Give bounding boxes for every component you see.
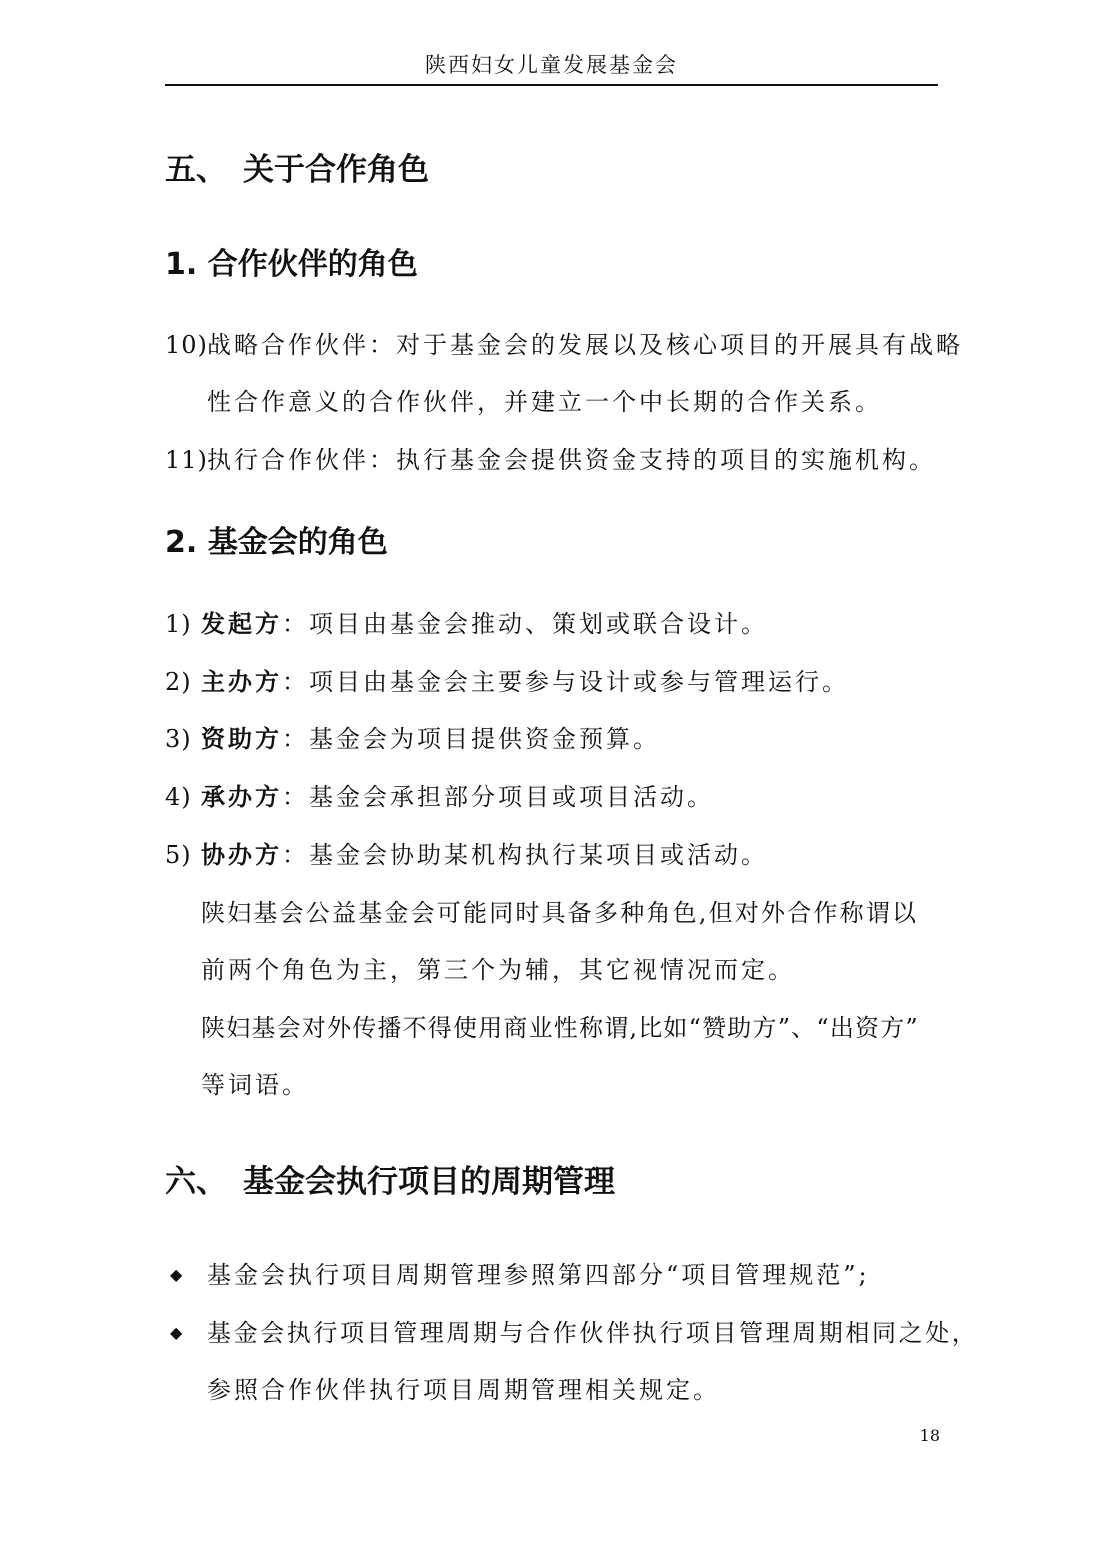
section-5-number: 五、	[165, 152, 227, 188]
role-item-4-text: ：基金会承担部分项目或项目活动。	[282, 783, 714, 811]
bullet-item-2-line1: 基金会执行项目管理周期与合作伙伴执行项目管理周期相同之处，	[207, 1319, 979, 1347]
role-item-2-term: 主办方	[201, 667, 282, 696]
bullet-item-1-line1: 基金会执行项目周期管理参照第四部分“项目管理规范”;	[207, 1261, 870, 1289]
note-line-1: 陕妇基会公益基金会可能同时具备多种角色,但对外合作称谓以	[201, 899, 919, 927]
role-item-2	[201, 665, 849, 699]
section-6-number: 六、	[165, 1164, 227, 1200]
role-item-3-term: 资助方	[201, 724, 282, 753]
header-rule	[165, 84, 938, 86]
section-5-title: 关于合作角色	[243, 152, 429, 188]
bullet-item-2-line2: 参照合作伙伴执行项目周期管理相关规定。	[207, 1376, 720, 1404]
note-line-4: 等词语。	[201, 1071, 309, 1099]
note-line-3: 陕妇基会对外传播不得使用商业性称谓,比如“赞助方”、“出资方”	[201, 1014, 919, 1042]
partner-item-11-line1: 执行合作伙伴：执行基金会提供资金支持的项目的实施机构。	[207, 446, 936, 474]
role-item-1-label: 1)	[165, 610, 192, 638]
role-item-5-label: 5)	[165, 841, 192, 869]
section-5-heading	[165, 150, 429, 190]
role-item-4	[201, 780, 714, 814]
role-item-1-term: 发起方	[201, 609, 282, 638]
page-header: 陕西妇女儿童发展基金会	[425, 53, 678, 77]
subsection-1-heading: 1. 合作伙伴的角色	[165, 247, 418, 282]
role-item-2-label: 2)	[165, 668, 192, 696]
note-line-2: 前两个角色为主，第三个为辅，其它视情况而定。	[201, 956, 795, 984]
role-item-3	[201, 722, 660, 756]
subsection-2-heading: 2. 基金会的角色	[165, 525, 388, 560]
bullet-diamond-icon: ◆	[170, 1323, 183, 1342]
role-item-1	[201, 607, 768, 641]
role-item-3-text: ：基金会为项目提供资金预算。	[282, 725, 660, 753]
role-item-5-term: 协办方	[201, 840, 282, 869]
page-number: 18	[919, 1426, 940, 1445]
section-6-heading	[165, 1162, 615, 1202]
partner-item-10-label: 10)	[165, 331, 208, 359]
role-item-5	[201, 838, 768, 872]
role-item-5-text: ：基金会协助某机构执行某项目或活动。	[282, 841, 768, 869]
role-item-1-text: ：项目由基金会推动、策划或联合设计。	[282, 610, 768, 638]
partner-item-10-line1: 战略合作伙伴：对于基金会的发展以及核心项目的开展具有战略	[207, 331, 963, 359]
partner-item-11-label: 11)	[165, 446, 208, 474]
section-6-title: 基金会执行项目的周期管理	[243, 1164, 615, 1200]
role-item-2-text: ：项目由基金会主要参与设计或参与管理运行。	[282, 668, 849, 696]
partner-item-10-line2: 性合作意义的合作伙伴，并建立一个中长期的合作关系。	[207, 388, 882, 416]
role-item-4-term: 承办方	[201, 782, 282, 811]
role-item-3-label: 3)	[165, 725, 192, 753]
role-item-4-label: 4)	[165, 783, 192, 811]
bullet-diamond-icon: ◆	[170, 1265, 183, 1284]
